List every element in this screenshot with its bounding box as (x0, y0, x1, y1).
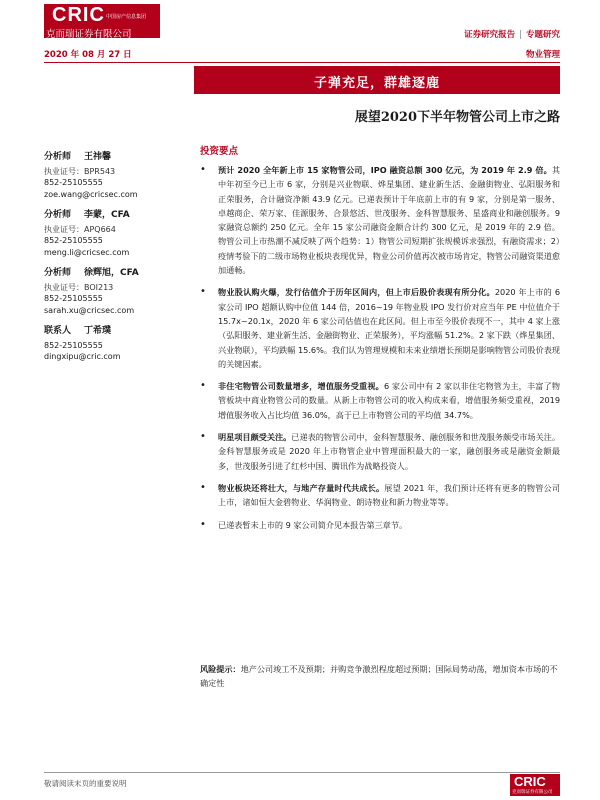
logo-subtext: 中国房产信息集团 (106, 14, 147, 20)
analyst-role: 分析师 (44, 210, 72, 220)
analyst-license: 执业证号：BPR543 (44, 166, 116, 176)
report-date: 2020 年 08 月 27 日 (44, 50, 132, 60)
key-points-list (200, 163, 560, 540)
analyst-card (44, 152, 194, 200)
contact-role: 联系人 (44, 326, 72, 336)
analyst-phone: 852-25105555 (44, 178, 103, 187)
list-item (200, 285, 560, 371)
risk-label: 风险提示： (200, 664, 241, 674)
footer-disclaimer: 敬请阅读末页的重要说明 (44, 779, 127, 788)
list-item (200, 430, 560, 473)
list-item-lead: 非住宅物管公司数量增多，增值服务受重视。 (218, 381, 384, 392)
analyst-card (44, 210, 194, 258)
list-item-body: 其中年初至今已上市 6 家，分别是兴业物联、烨星集团、建业新生活、金融街物业、弘阳服务和正荣服务，合计融资净额 43.9 亿元。已递表预计于年底前上市的有 9 家，分别是第一服务、卓越商企、荣万家、佳源服务、合景悠活、世茂服务、金科智慧服务、星盛商业和融创服务。9 家融资总额约 250 亿元。全年 15 家公司融资金额合计约 300 亿元，是 2019 年的 2.9 倍。物管公司上市热潮不减反映了两个趋势：1）物管公司短期扩张规模诉求强烈，有融资需求；2）疫情考验下的二级市场物业板块表现优异，物业公司价值再次被市场肯定，物管公司融资渠道愈加通畅。 (218, 165, 560, 276)
contact-name: 丁希璞 (84, 326, 112, 336)
list-item-body: 展望 2021 年，我们预计还将有更多的物管公司上市，诸如恒大金碧物业、华润物业、朗诗物业和新力物业等等。 (218, 482, 560, 508)
analyst-license: 执业证号：APQ664 (44, 224, 116, 234)
analyst-phone: 852-25105555 (44, 294, 103, 303)
analyst-name: 王祎馨 (84, 152, 112, 162)
logo-text: CRIC (52, 4, 105, 26)
slogan-text: 子弹充足，群雄逐鹿 (313, 76, 440, 91)
analyst-phone: 852-25105555 (44, 236, 103, 245)
contact-card (44, 326, 194, 363)
header-divider (44, 62, 560, 63)
list-item-lead: 物业板块还将壮大，与地产存量时代共成长。 (218, 482, 385, 493)
separator: | (519, 30, 522, 40)
list-item-body: 6 家公司中有 2 家以非住宅物管为主，丰富了物管板块中商业物管公司的数量。从新上市物管公司的收入构成来看，增值服务频受重视，2019 增值服务收入占比均值 36.0%，高于已上市物管公司的平均值 34.7%。 (218, 381, 560, 420)
company-logo (44, 4, 160, 38)
section-title: 投资要点 (200, 146, 239, 157)
report-type (464, 28, 560, 40)
footer-logo (510, 774, 560, 796)
list-item-body: 已递表的物管公司中，金科智慧服务、融创服务和世茂服务颇受市场关注。金科智慧服务或是 2020 年上市物管企业中管理面积最大的一家，融创服务或是融资金额最多，世茂服务引进了红杉中国、腾讯作为战略投资人。 (218, 432, 560, 471)
list-item (200, 518, 560, 532)
industry-label: 物业管理 (525, 50, 560, 60)
analyst-list (44, 152, 194, 373)
risk-text: 地产公司竣工不及预期；并购竞争激烈程度超过预期；国际局势动荡，增加资本市场的不确定性 (200, 664, 558, 689)
report-subtype-label: 专题研究 (525, 30, 560, 40)
logo-company-name: 克而瑞证券有限公司 (46, 29, 132, 40)
list-item-lead: 预计 2020 全年新上市 15 家物管公司，IPO 融资总额 300 亿元，为 2019 年 2.9 倍。 (218, 165, 552, 175)
analyst-name: 徐辉旭，CFA (84, 268, 139, 278)
list-item-body: 已递表暂未上市的 9 家公司简介见本报告第三章节。 (218, 519, 408, 530)
analyst-role: 分析师 (44, 268, 72, 278)
list-item-lead: 物业股认购火爆，发行估值介于历年区间内，但上市后股价表现有所分化。 (218, 287, 495, 298)
list-item (200, 379, 560, 422)
footer-logo-text: CRIC (514, 774, 546, 789)
footer-divider (44, 772, 560, 773)
analyst-email[interactable]: sarah.xu@cricsec.com (44, 305, 135, 315)
analyst-email[interactable]: zoe.wang@cricsec.com (44, 189, 138, 199)
footer-logo-company-name: 克而瑞证券有限公司 (512, 790, 553, 795)
analyst-name: 李蒙，CFA (84, 210, 130, 220)
contact-email[interactable]: dingxipu@cric.com (44, 352, 121, 361)
risk-warning (200, 662, 560, 691)
contact-phone: 852-25105555 (44, 340, 103, 350)
list-item (200, 163, 560, 277)
list-item (200, 481, 560, 510)
page-title: 展望2020下半年物管公司上市之路 (354, 110, 560, 125)
analyst-card (44, 268, 194, 316)
report-type-label: 证券研究报告 (464, 30, 516, 40)
analyst-email[interactable]: meng.li@cricsec.com (44, 247, 130, 257)
analyst-role: 分析师 (44, 152, 72, 162)
list-item-body: 2020 年上市的 6 家公司 IPO 超额认购中位值 144 倍，2016~19 年物业股 IPO 发行价对应当年 PE 中位值介于 15.7x~20.1x，2020 年 6 家公司估值也在此区间。但上市至今股价表现不一，其中 4 家上涨（弘阳服务、建业新生活、金融街物业、正荣服务），平均涨幅 51.2%。2 家下跌（烨星集团、兴业物联），平均跌幅 15.6%。我们认为管理规模和未来业绩增长预期是影响物管公司股价表现的关键因素。 (218, 287, 560, 369)
analyst-license: 执业证号：BOI213 (44, 282, 114, 292)
list-item-lead: 明星项目颇受关注。 (218, 432, 292, 443)
slogan-banner (194, 66, 560, 94)
